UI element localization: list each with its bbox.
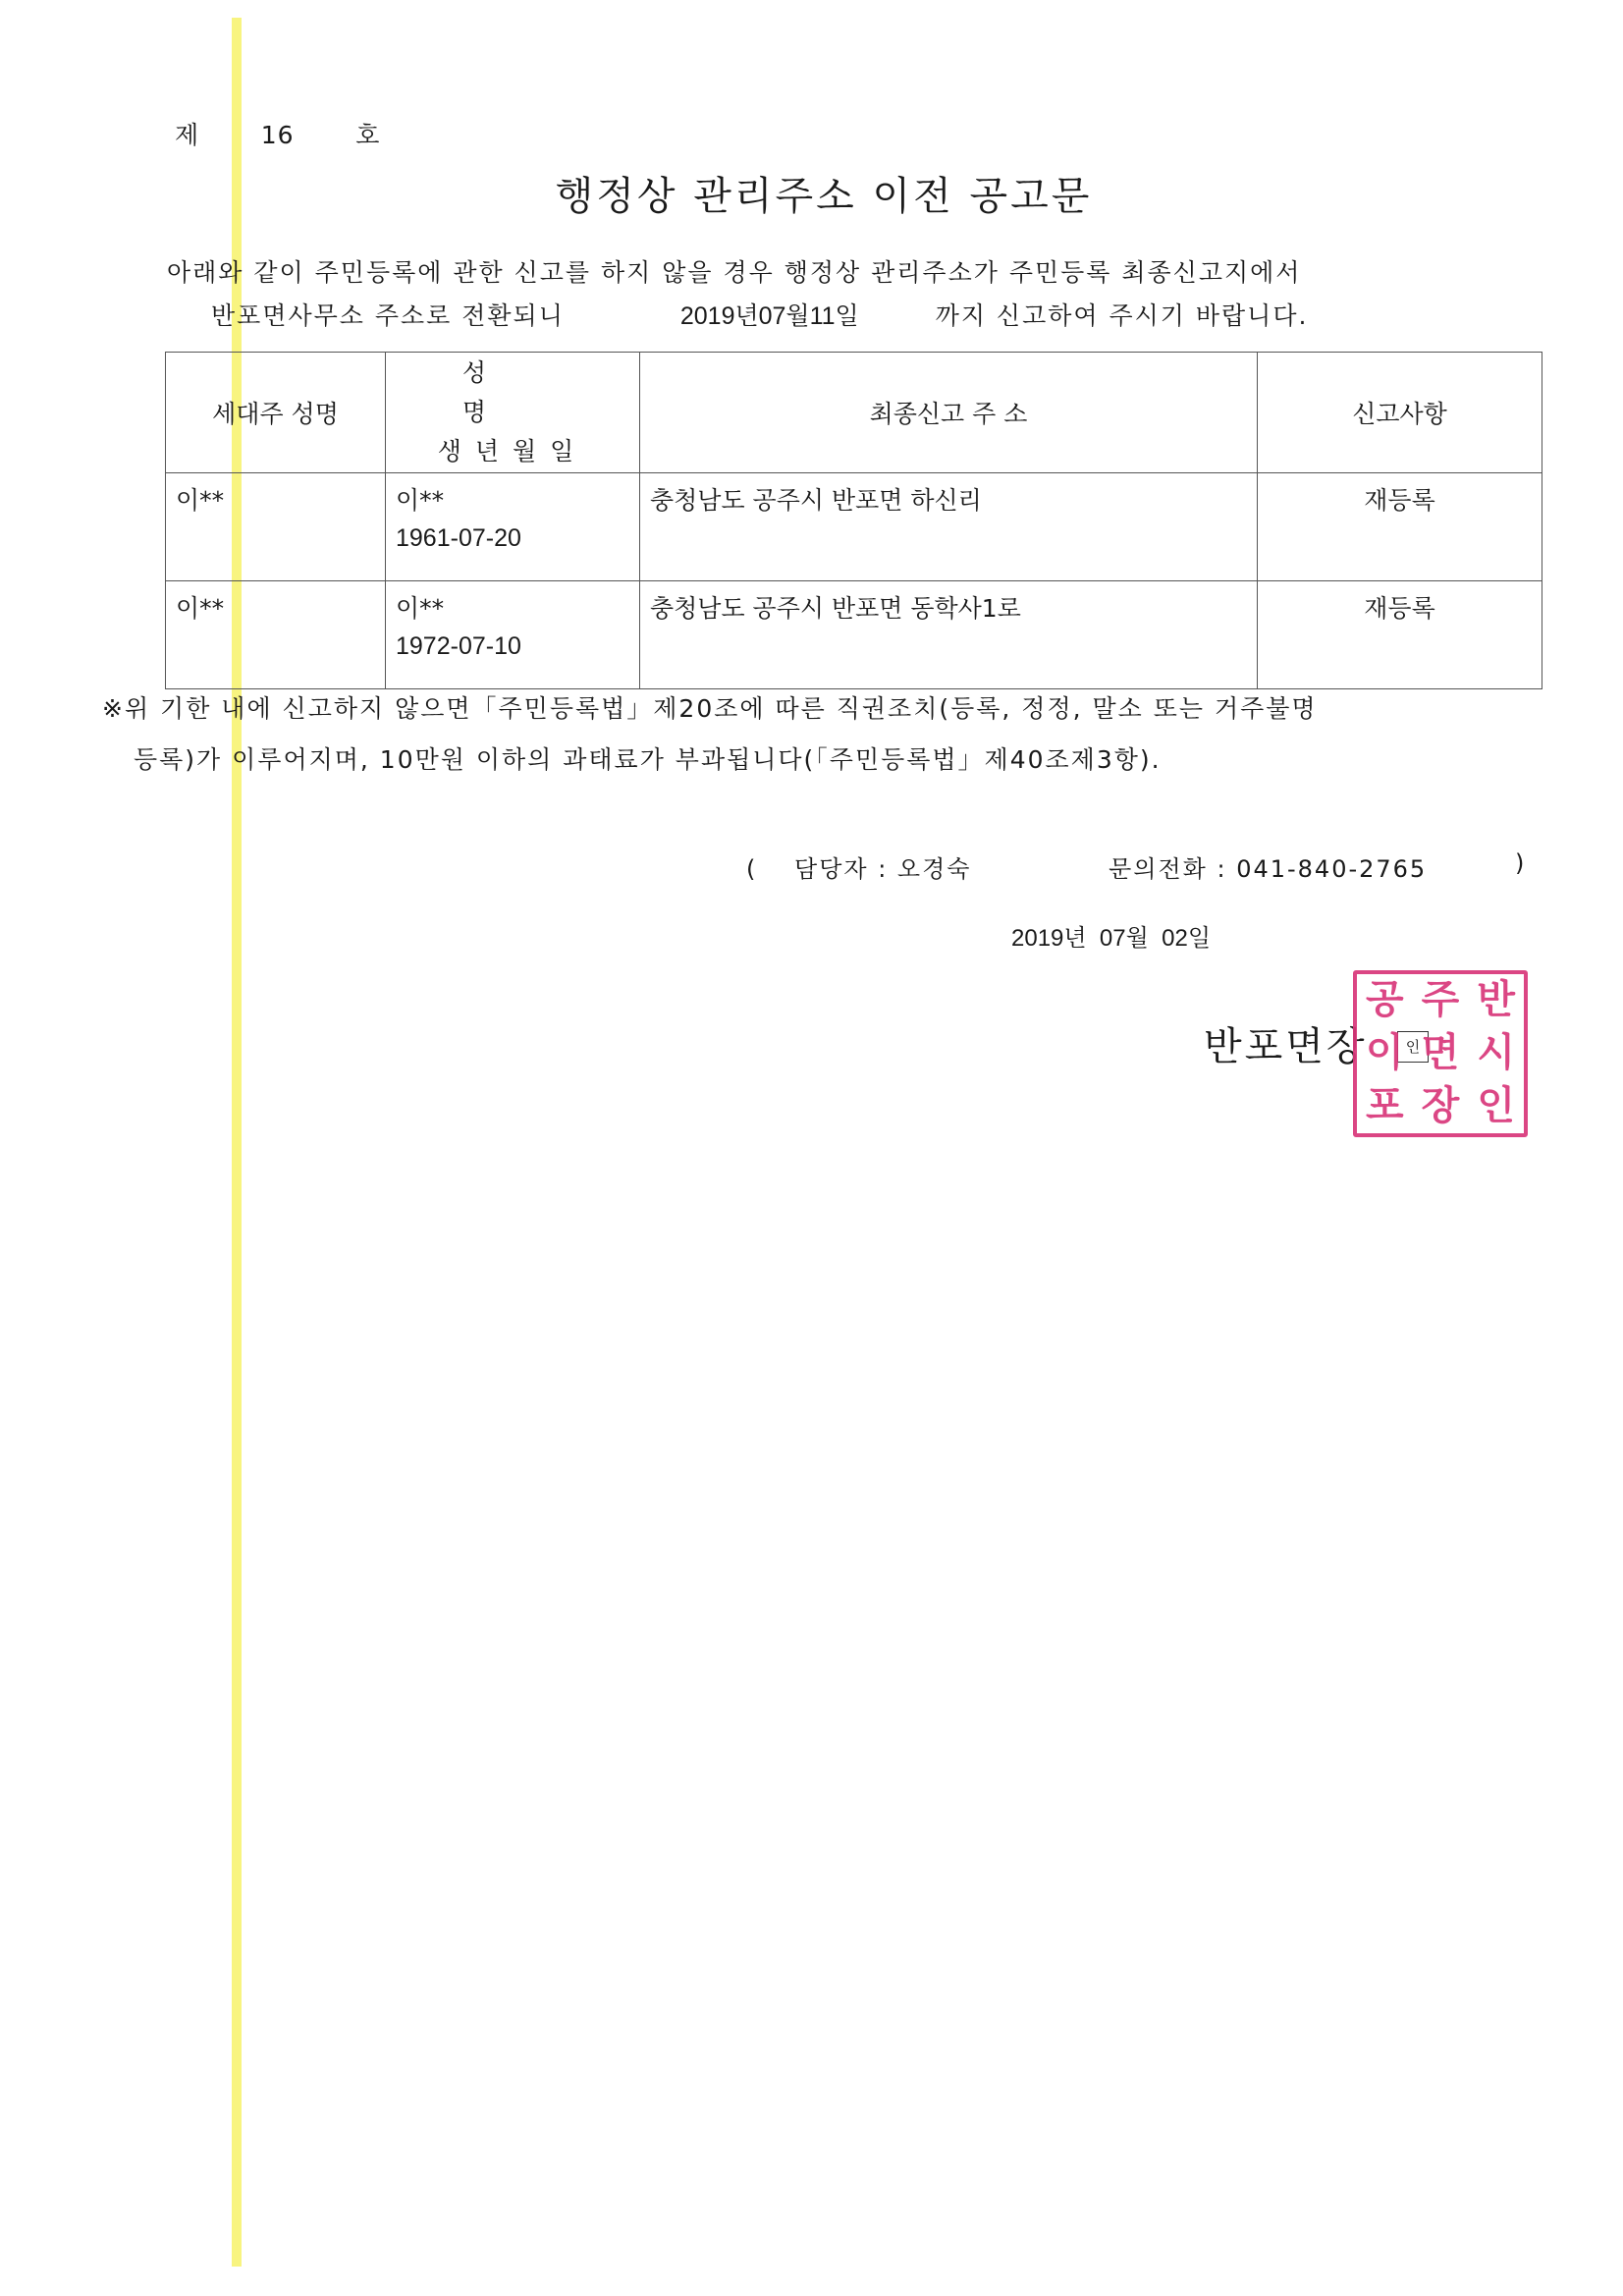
issue-date: 2019년 07월 02일 [1011,925,1212,952]
cell-address: 충청남도 공주시 반포면 하신리 [640,473,1258,581]
intro-text-a: 반포면사무소 주소로 전환되니 [211,301,565,330]
cell-birth: 1972-07-10 [396,632,521,660]
cell-name-birth [386,581,640,689]
header-name: 성 명 [461,358,564,426]
contact-close-paren: ) [1515,849,1527,877]
contact-person: 담당자 : 오경숙 [794,855,972,883]
official-stamp [1353,970,1528,1137]
cell-name-birth [386,473,640,581]
cell-name: 이** [396,486,445,515]
deadline-date: 2019년07월11일 [679,302,859,330]
intro-line-2 [211,297,1308,332]
header-name-birth [386,353,640,473]
cell-name: 이** [396,594,445,623]
stamp-char: 포 [1366,1083,1404,1128]
stamp-char: 공 [1366,977,1404,1022]
stamp-char: 이 [1366,1030,1404,1075]
cell-address: 충청남도 공주시 반포면 동학사1로 [640,581,1258,689]
cell-report: 재등록 [1258,473,1542,581]
document-number: 제 16 호 [175,121,381,149]
header-householder: 세대주 성명 [166,353,386,473]
intro-text-b: 까지 신고하여 주시기 바랍니다. [935,301,1309,330]
cell-report: 재등록 [1258,581,1542,689]
cell-householder: 이** [166,581,386,689]
contact-open-paren: ( [746,855,758,883]
stamp-char: 시 [1477,1030,1515,1075]
header-address: 최종신고 주 소 [640,353,1258,473]
table-row [166,581,1542,689]
stamp-char: 면 [1421,1030,1460,1075]
stamp-char: 인 [1477,1083,1515,1128]
page-title: 행정상 관리주소 이전 공고문 [555,174,1093,219]
cell-householder: 이** [166,473,386,581]
cell-birth: 1961-07-20 [396,524,521,552]
signer-title: 반포면장 [1204,1024,1368,1069]
stamp-char: 반 [1477,977,1515,1022]
header-report: 신고사항 [1258,353,1542,473]
intro-line-1: 아래와 같이 주민등록에 관한 신고를 하지 않을 경우 행정상 관리주소가 주민등록 최종신고지에서 [167,258,1302,287]
notice-line-1: ※위 기한 내에 신고하지 않으면「주민등록법」제20조에 따른 직권조치(등록, 정정, 말소 또는 거주불명 [102,694,1318,723]
notice-line-2: 등록)가 이루어지며, 10만원 이하의 과태료가 부과됩니다(「주민등록법」제40조제3항). [134,745,1162,774]
table-row [166,473,1542,581]
notice-table [165,352,1542,689]
header-birth: 생년월일 [437,437,588,465]
seal-mark: 인 [1397,1031,1429,1063]
contact-info [746,849,1527,884]
contact-phone: 문의전화 : 041-840-2765 [1109,855,1428,883]
stamp-char: 장 [1421,1083,1460,1128]
table-header-row [166,353,1542,473]
stamp-char: 주 [1421,977,1460,1022]
